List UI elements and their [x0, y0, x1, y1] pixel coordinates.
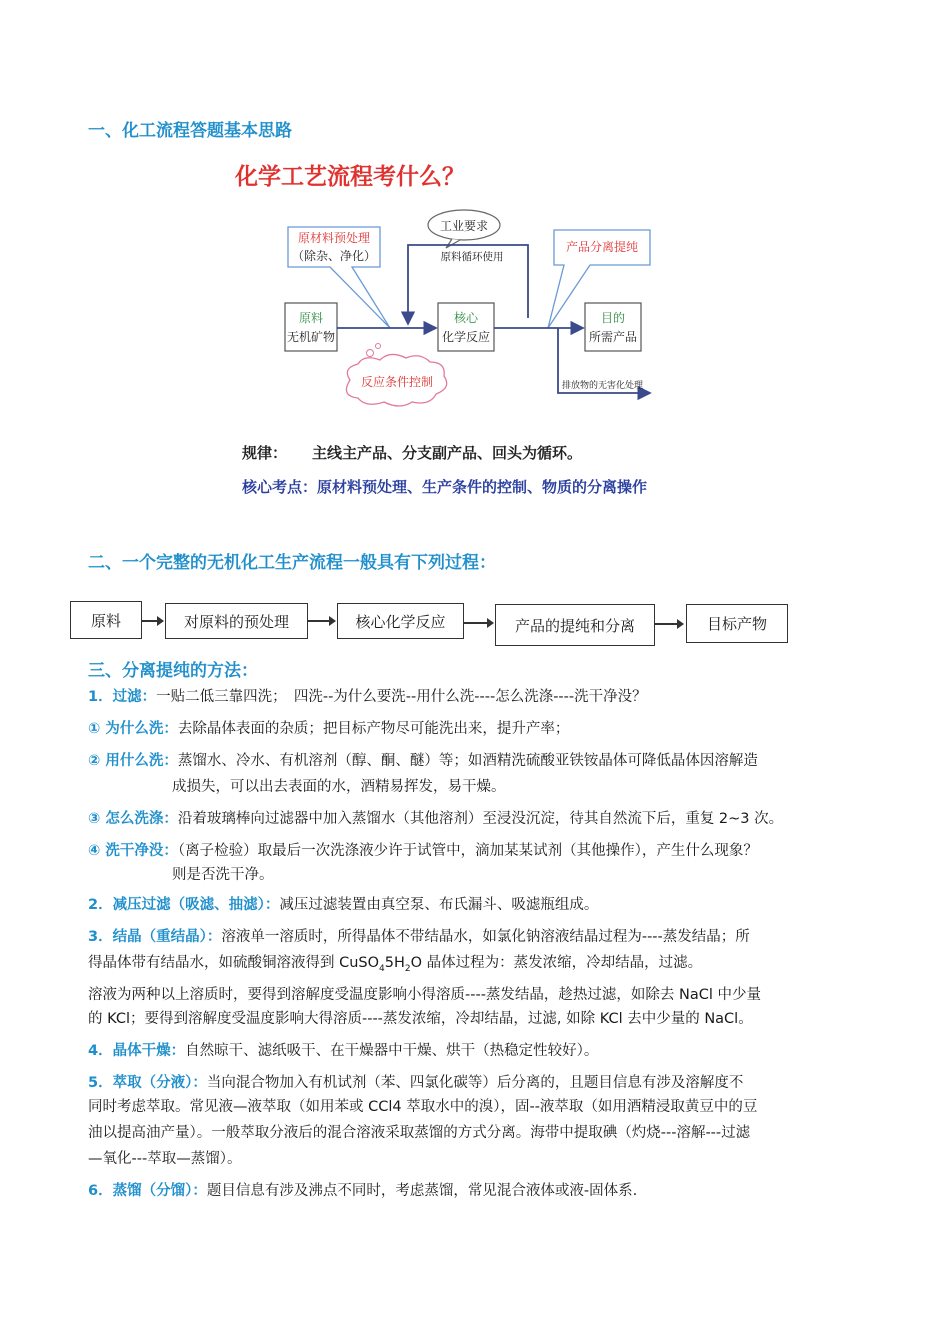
section-2-title: 二、一个完整的无机化工生产流程一般具有下列过程： — [88, 553, 496, 573]
extraction-line-3: 油以提高油产量）。一般萃取分液后的混合溶液采取蒸馏的方式分离。海带中提取碘（灼烧---溶解---过滤 — [88, 1125, 751, 1141]
svg-text:无机矿物: 无机矿物 — [286, 330, 336, 344]
process-diagram — [230, 150, 730, 510]
reaction-condition-label: 反应条件控制 — [360, 375, 434, 389]
svg-text:所需产品: 所需产品 — [588, 330, 638, 344]
core-reaction-box — [438, 303, 494, 351]
flow-step-pretreat: 对原料的预处理 — [165, 603, 308, 639]
what-to-wash-item: ② 用什么洗：蒸馏水、冷水、有机溶剂（醇、酮、醚）等；如酒精洗硫酸亚铁铵晶体可降低晶体因溶解造 — [88, 753, 758, 769]
core-points: 核心考点：原材料预处理、生产条件的控制、物质的分离操作 — [242, 478, 648, 496]
crystallization-line-3: 溶液为两种以上溶质时，要得到溶解度受温度影响小得溶质----蒸发结晶，趁热过滤，如除去 NaCl 中少量 — [88, 987, 762, 1003]
industrial-requirement-bubble — [428, 210, 500, 248]
how-to-wash-item: ③ 怎么洗涤：沿着玻璃棒向过滤器中加入蒸馏水（其他溶剂）至浸没沉淀，待其自然流下后，重复 2~3 次。 — [88, 811, 784, 827]
washed-clean-item: ④ 洗干净没：（离子检验）取最后一次洗涤液少许于试管中，滴加某某试剂（其他操作），产生什么现象？ — [88, 843, 758, 859]
flow-step-purify: 产品的提纯和分离 — [495, 604, 655, 646]
diagram-title: 化学工艺流程考什么？ — [235, 164, 465, 190]
extraction-paragraph: 5．萃取（分液）：当向混合物加入有机试剂（苯、四氯化碳等）后分离的，且题目信息有涉及溶解度不 — [88, 1075, 744, 1091]
industrial-requirement-label: 工业要求 — [439, 219, 489, 233]
flow-step-core: 核心化学反应 — [337, 603, 464, 639]
why-wash-item: ① 为什么洗：去除晶体表面的杂质；把目标产物尽可能洗出来，提升产率； — [88, 721, 570, 737]
flow-arrow — [655, 623, 682, 625]
svg-text:原料: 原料 — [298, 311, 324, 325]
rule-text: 主线主产品、分支副产品、回头为循环。 — [312, 444, 583, 462]
svg-text:化学反应: 化学反应 — [441, 330, 491, 344]
flow-arrow — [308, 620, 334, 622]
pretreatment-label: 原材料预处理 — [297, 231, 371, 245]
crystallization-line-2: 得晶体带有结晶水，如硫酸铜溶液得到 $CuSO_45H_2O$ 晶体过程为：蒸发浓缩，冷却结晶，过滤。 — [88, 955, 703, 974]
flow-arrow — [142, 620, 162, 622]
what-to-wash-continued: 成损失，可以出去表面的水，酒精易挥发，易干燥。 — [172, 779, 506, 795]
separation-label: 产品分离提纯 — [565, 240, 639, 254]
extraction-line-4: —氧化---萃取—蒸馏）。 — [88, 1151, 242, 1167]
pretreatment-detail: （除杂、净化） — [291, 249, 377, 263]
emission-label: 排放物的无害化处理 — [562, 381, 644, 391]
washed-clean-continued: 则是否洗干净。 — [172, 867, 274, 883]
filtration-paragraph: 1．过滤：一贴二低三靠四洗； 四洗--为什么要洗--用什么洗----怎么洗涤----洗干净没？ — [88, 689, 647, 705]
svg-text:核心: 核心 — [453, 311, 479, 325]
flow-step-raw: 原料 — [70, 601, 142, 639]
reaction-condition-cloud — [346, 344, 446, 407]
section-1-title: 一、化工流程答题基本思路 — [88, 121, 292, 141]
crystallization-paragraph: 3．结晶（重结晶）：溶液单一溶质时，所得晶体不带结晶水，如氯化钠溶液结晶过程为----蒸发结晶；所 — [88, 929, 750, 945]
extraction-line-2: 同时考虑萃取。常见液—液萃取（如用苯或 CCl4 萃取水中的溴），固--液萃取（如用酒精浸取黄豆中的豆 — [88, 1099, 758, 1115]
svg-text:目的: 目的 — [600, 311, 626, 325]
drying-paragraph: 4．晶体干燥：自然晾干、滤纸吸干、在干燥器中干燥、烘干（热稳定性较好）。 — [88, 1043, 599, 1059]
flow-arrow — [464, 622, 492, 624]
recycle-label: 原料循环使用 — [440, 251, 504, 263]
vacuum-filtration-paragraph: 2．减压过滤（吸滤、抽滤）：减压过滤装置由真空泵、布氏漏斗、吸滤瓶组成。 — [88, 897, 599, 913]
rule-label: 规律： — [242, 444, 288, 462]
section-3-title: 三、分离提纯的方法： — [88, 661, 258, 681]
raw-material-box — [285, 303, 337, 351]
goal-product-box — [585, 303, 641, 351]
flow-step-target: 目标产物 — [686, 604, 788, 643]
crystallization-line-4: 的 KCl；要得到溶解度受温度影响大得溶质----蒸发浓缩，冷却结晶，过滤, 如除 KCl 去中少量的 NaCl。 — [88, 1011, 753, 1027]
distillation-paragraph: 6．蒸馏（分馏）：题目信息有涉及沸点不同时，考虑蒸馏，常见混合液体或液-固体系. — [88, 1183, 638, 1199]
